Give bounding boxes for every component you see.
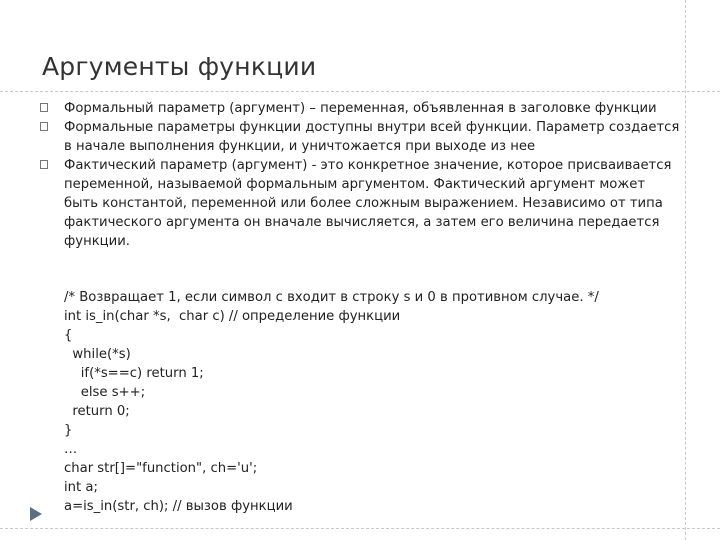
code-line: /* Возвращает 1, если символ c входит в строку s и 0 в противном случае. */ (64, 290, 599, 305)
next-slide-arrow-icon[interactable] (30, 507, 42, 521)
code-line: while(*s) (64, 347, 131, 362)
code-line: a=is_in(str, ch); // вызов функции (64, 499, 293, 514)
code-line: int a; (64, 480, 98, 495)
bullet-text: Формальные параметры функции доступны внутри всей функции. Параметр создается в начале выполнения функции, и уничтожается при выходе из нее (64, 120, 680, 154)
code-line: … (64, 442, 78, 457)
bullet-text: Фактический параметр (аргумент) - это конкретное значение, которое присваивается переменной, называемой формальным аргументом. Фактический аргумент может быть константой, переменной или более сложным выражением. Независимо от типа фактического аргумента он вначале вычисляется, а затем его величина передается функции. (64, 158, 672, 249)
code-line: } (64, 423, 73, 438)
bullet-text: Формальный параметр (аргумент) – переменная, объявленная в заголовке функции (64, 101, 657, 116)
footer-divider (0, 528, 720, 529)
code-line: return 0; (64, 404, 130, 419)
code-line: if(*s==c) return 1; (64, 366, 204, 381)
square-bullet-icon (40, 160, 48, 169)
code-line: char str[]="function", ch='u'; (64, 461, 258, 476)
title-divider (0, 91, 720, 92)
bullet-item (40, 118, 680, 156)
code-block (64, 288, 664, 516)
vertical-guide-line (685, 0, 686, 540)
square-bullet-icon (40, 103, 48, 112)
slide-title: Аргументы функции (42, 52, 317, 81)
code-line: int is_in(char *s, char c) // определение функции (64, 309, 401, 324)
bullet-item (40, 156, 680, 251)
bullet-list (40, 99, 680, 251)
bullet-item (40, 99, 680, 118)
square-bullet-icon (40, 122, 48, 131)
code-line: else s++; (64, 385, 146, 400)
code-line: { (64, 328, 73, 343)
